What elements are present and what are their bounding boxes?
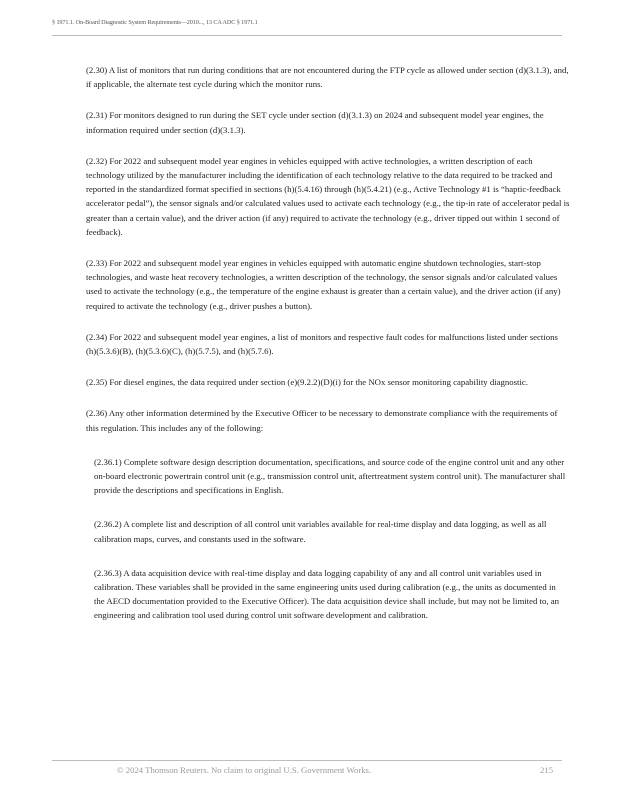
- paragraph-2-31: (2.31) For monitors designed to run during the SET cycle under section (d)(3.1.3) on 2024 and subsequent model year engines, the information required under section (d)(3.1.3).: [86, 110, 544, 135]
- footer-divider: [52, 760, 562, 761]
- paragraph-2-35: (2.35) For diesel engines, the data required under section (e)(9.2.2)(D)(i) for the NOx sensor monitoring capability diagnostic.: [86, 377, 528, 388]
- paragraph-2-36: (2.36) Any other information determined by the Executive Officer to be necessary to demonstrate compliance with the requirements of this regulation. This includes any of the following:: [86, 408, 558, 433]
- subparagraph-2-36-2: (2.36.2) A complete list and description of all control unit variables available for real-time display and data logging, as well as all calibration maps, curves, and constants used in the software.: [94, 519, 547, 544]
- document-body: [86, 63, 570, 623]
- running-header: § 1971.1. On-Board Diagnostic System Requirements—2010..., 13 CA ADC § 1971.1: [52, 19, 258, 26]
- page-number: 215: [540, 765, 554, 775]
- header-divider: [52, 35, 562, 36]
- paragraph-2-32: (2.32) For 2022 and subsequent model year engines in vehicles equipped with active technologies, a written description of each technology utilized by the manufacturer including the identification of each technology relative to the data required to be tracked and reported in the standardized format specified in sections (h)(5.4.16) through (h)(5.4.21) (e.g., Active Technology #1 is “haptic-feedback accelerator pedal”), the sensor signals and/or calculated values used to activate each technology (e.g., the tip-in rate of accelerator pedal is greater than a certain value), and the driver action (if any) required to activate the technology (e.g., driver tipped out within 1 second of feedback).: [86, 155, 570, 237]
- footer-copyright: © 2024 Thomson Reuters. No claim to original U.S. Government Works.: [117, 765, 372, 775]
- subparagraph-2-36-3: (2.36.3) A data acquisition device with real-time display and data logging capability of any and all control unit variables used in calibration. These variables shall be provided in the same engineering units used during calibration (e.g., the units as documented in the AECD documentation provided to the Executive Officer). The data acquisition device shall include, but may not be limited to, an engineering and calibration tool used during control unit software development and calibration.: [94, 567, 560, 621]
- paragraph-2-33: (2.33) For 2022 and subsequent model year engines in vehicles equipped with automatic engine shutdown technologies, start-stop technologies, and waste heat recovery technologies, a written description of the technology, the sensor signals and/or calculated values used to activate the technology (e.g., the temperature of the engine exhaust is greater than a certain value), and the driver action (if any) required to activate the technology (e.g., driver pushes a button).: [86, 258, 561, 311]
- paragraph-2-34: (2.34) For 2022 and subsequent model year engines, a list of monitors and respective fault codes for malfunctions listed under sections (h)(5.3.6)(B), (h)(5.3.6)(C), (h)(5.7.5), and (h)(5.7.6).: [86, 331, 558, 357]
- subparagraph-2-36-1: (2.36.1) Complete software design description documentation, specifications, and source code of the engine control unit and any other on-board electronic powertrain control unit (e.g., transmission control unit, aftertreatment system control unit). The manufacturer shall provide the descriptions and specifications in English.: [94, 456, 566, 496]
- paragraph-2-30: (2.30) A list of monitors that run during conditions that are not encountered during the FTP cycle as allowed under section (d)(3.1.3), and, if applicable, the alternate test cycle during which the monitor runs.: [86, 65, 569, 90]
